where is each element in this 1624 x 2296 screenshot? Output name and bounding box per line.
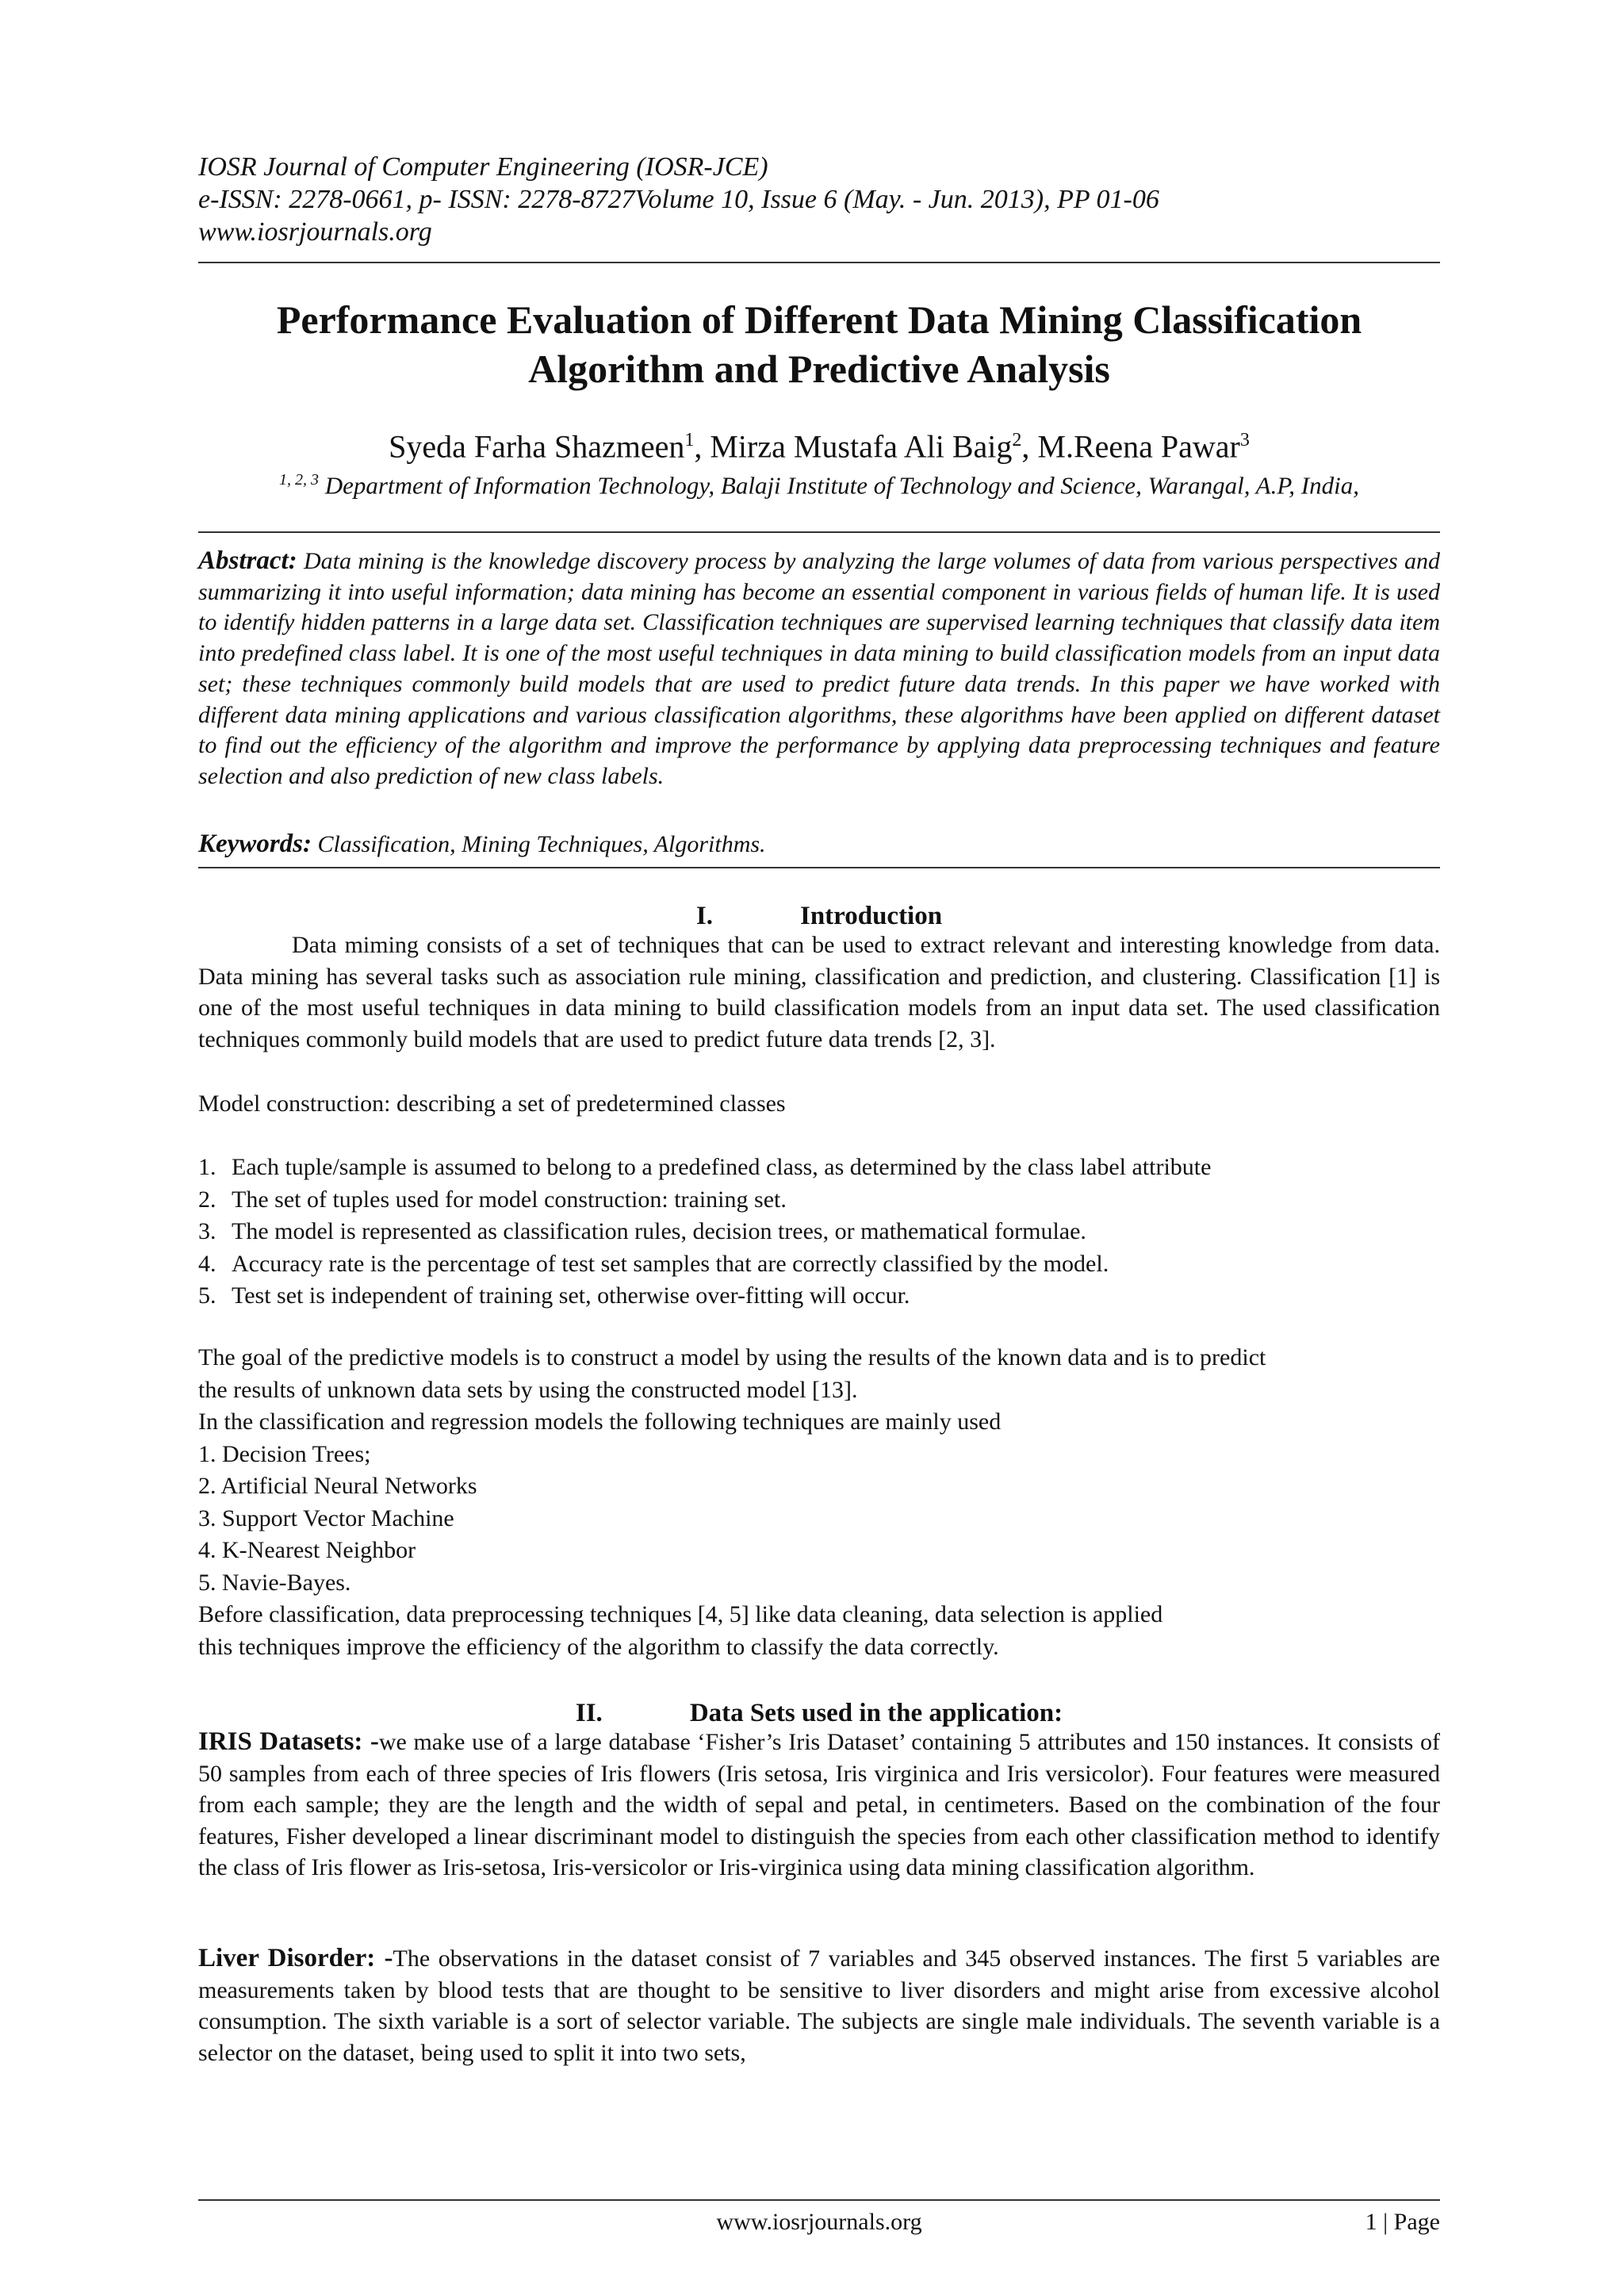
abstract-text: Data mining is the knowledge discovery process by analyzing the large volumes of data from various perspectives and summarizing it into useful information; data mining has become an essential component in various fields of human life. It is used to identify hidden patterns in a large data set. Classification techniques are supervised learning techniques that classify data item into predefined class label. It is one of the most useful techniques in data mining to build classification models from an input data set; these techniques commonly build models that are used to predict future data trends. In this paper we have worked with different data mining applications and various classification algorithms, these algorithms have been applied on different dataset to find out the efficiency of the algorithm and improve the performance by applying data preprocessing techniques and feature selection and also prediction of new class labels. — [198, 548, 1440, 789]
journal-website: www.iosrjournals.org — [198, 217, 432, 247]
keywords — [198, 829, 766, 860]
author-1: Syeda Farha Shazmeen — [389, 428, 685, 465]
list-item-number: 5. — [198, 1282, 216, 1309]
title-line-2: Algorithm and Predictive Analysis — [528, 347, 1110, 391]
liver-disorder-paragraph — [198, 1943, 1440, 2068]
liver-disorder-text: The observations in the dataset consist of 7 variables and 345 observed instances. The first 5 variables are measurements taken by blood tests that are thought to be sensitive to liver disorders and might arise from excessive alcohol consumption. The sixth variable is a sort of selector variable. The subjects are single male individuals. The seventh variable is a selector on the dataset, being used to split it into two sets, — [198, 1945, 1440, 2066]
title-line-1: Performance Evaluation of Different Data Mining Classification — [276, 297, 1362, 342]
abstract-label: Abstract: — [198, 546, 297, 575]
affiliation — [198, 464, 1440, 501]
author-3: M.Reena Pawar — [1037, 428, 1240, 465]
list-item — [198, 1184, 1440, 1217]
preprocessing-line-2: this techniques improve the efficiency of the algorithm to classify the data correctly. — [198, 1633, 999, 1660]
list-item-number: 2. — [198, 1186, 216, 1213]
list-item — [198, 1152, 1440, 1184]
footer-url: www.iosrjournals.org — [716, 2209, 922, 2235]
list-item — [198, 1216, 1440, 1248]
abstract-top-rule — [198, 531, 1440, 533]
section-1-heading — [198, 900, 1440, 932]
author-separator: , — [694, 428, 710, 465]
journal-header — [198, 151, 1159, 248]
list-item-text: The set of tuples used for model construction: training set. — [232, 1186, 787, 1213]
list-item-number: 3. — [198, 1218, 216, 1244]
preprocessing-line-1: Before classification, data preprocessing techniques [4, 5] like data cleaning, data selection is applied — [198, 1601, 1163, 1627]
paper-title — [198, 295, 1440, 393]
author-list — [198, 420, 1440, 466]
model-construction-line — [198, 1088, 1440, 1121]
section-1-number: I. — [695, 902, 713, 930]
section-2-title: Data Sets used in the application: — [689, 1699, 1063, 1727]
author-separator: , — [1021, 428, 1038, 465]
techniques-intro: In the classification and regression models the following techniques are mainly used — [198, 1409, 1002, 1435]
list-item-text: The model is represented as classification rules, decision trees, or mathematical formulae. — [232, 1218, 1086, 1244]
liver-disorder-label: Liver Disorder: - — [198, 1944, 393, 1972]
footer-rule — [198, 2199, 1440, 2201]
iris-dataset-text: we make use of a large database ‘Fisher’s Iris Dataset’ containing 5 attributes and 150 instances. It consists of 50 samples from each of three species of Iris flowers (Iris setosa, Iris virginica and Iris versicolor). Four features were measured from each sample; they are the length and the width of sepal and petal, in centimeters. Based on the combination of the four features, Fisher developed a linear discriminant model to distinguish the species from each other classification method to identify the class of Iris flower as Iris-setosa, Iris-versicolor or Iris-virginica using data mining classification algorithm. — [198, 1729, 1440, 1880]
list-item-text: Test set is independent of training set, otherwise over-fitting will occur. — [232, 1282, 910, 1309]
keywords-text: Classification, Mining Techniques, Algorithms. — [312, 831, 766, 857]
model-steps-list — [198, 1152, 1440, 1313]
header-rule — [198, 262, 1440, 263]
author-3-affil-mark: 3 — [1239, 430, 1250, 450]
technique-item: 5. Navie-Bayes. — [198, 1569, 351, 1596]
list-item — [198, 1248, 1440, 1281]
technique-item: 1. Decision Trees; — [198, 1440, 371, 1467]
abstract-bottom-rule — [198, 867, 1440, 868]
list-item-number: 4. — [198, 1250, 216, 1277]
journal-name: IOSR Journal of Computer Engineering (IOSR-JCE) — [198, 152, 768, 182]
section-1-title: Introduction — [799, 902, 943, 930]
author-1-affil-mark: 1 — [684, 430, 695, 450]
list-item — [198, 1280, 1440, 1313]
affiliation-marks: 1, 2, 3 — [279, 471, 320, 489]
goal-line-2: the results of unknown data sets by using the constructed model [13]. — [198, 1376, 858, 1403]
author-2: Mirza Mustafa Ali Baig — [710, 428, 1013, 465]
predictive-goal-block — [198, 1342, 1440, 1663]
section-2-number: II. — [575, 1699, 603, 1727]
list-item-number: 1. — [198, 1154, 216, 1180]
technique-item: 4. K-Nearest Neighbor — [198, 1537, 416, 1563]
author-2-affil-mark: 2 — [1012, 430, 1022, 450]
iris-dataset-paragraph — [198, 1727, 1440, 1884]
model-construction-text: Model construction: describing a set of predetermined classes — [198, 1091, 786, 1117]
list-item-text: Each tuple/sample is assumed to belong to a predefined class, as determined by the class label attribute — [232, 1154, 1212, 1180]
iris-dataset-label: IRIS Datasets: - — [198, 1727, 379, 1756]
technique-item: 2. Artificial Neural Networks — [198, 1473, 477, 1499]
journal-issn: e-ISSN: 2278-0661, p- ISSN: 2278-8727Volume 10, Issue 6 (May. - Jun. 2013), PP 01-06 — [198, 185, 1159, 214]
abstract — [198, 546, 1440, 792]
list-item-text: Accuracy rate is the percentage of test set samples that are correctly classified by the model. — [232, 1250, 1109, 1277]
goal-line-1: The goal of the predictive models is to construct a model by using the results of the known data and is to predict — [198, 1344, 1266, 1370]
keywords-label: Keywords: — [198, 830, 312, 858]
affiliation-text: Department of Information Technology, Balaji Institute of Technology and Science, Warangal, A.P, India, — [319, 471, 1359, 500]
page-number: 1 | Page — [1365, 2209, 1440, 2235]
section-2-heading — [198, 1697, 1440, 1729]
technique-item: 3. Support Vector Machine — [198, 1504, 454, 1531]
intro-paragraph: Data miming consists of a set of techniques that can be used to extract relevant and interesting knowledge from data. Data mining has several tasks such as association rule mining, classification and prediction, and clustering. Classification [1] is one of the most useful techniques in data mining to build classification models from an input data set. The used classification techniques commonly build models that are used to predict future data trends [2, 3]. — [198, 932, 1440, 1052]
